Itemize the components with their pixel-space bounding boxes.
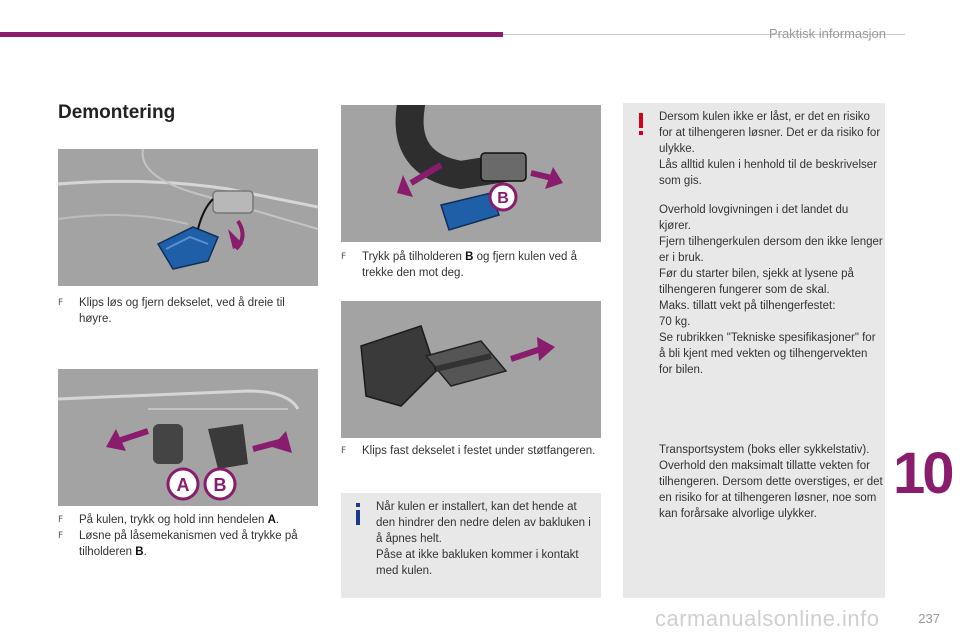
- warning-paragraph: Dersom kulen ikke er låst, er det en risiko for at tilhengeren løsner. Det er da risiko for ulykke.: [659, 111, 881, 155]
- figure-refit-cover: [341, 301, 601, 438]
- info-box: [341, 493, 601, 598]
- bullet-icon: F: [58, 515, 64, 525]
- refit-cover-illustration: [341, 301, 601, 438]
- step-press-holder: [341, 249, 601, 281]
- warning-paragraph: 70 kg.: [659, 316, 691, 328]
- figure-lever-holder: [58, 369, 318, 506]
- warning-group-lock: [659, 109, 883, 189]
- warning-icon: [639, 113, 643, 135]
- label-b: B: [497, 190, 509, 207]
- page-title: Demontering: [58, 102, 176, 123]
- warning-paragraph: Fjern tilhengerkulen dersom den ikke lenger er i bruk.: [659, 236, 883, 264]
- label-b: B: [213, 475, 227, 495]
- warning-group-rules: [659, 202, 883, 378]
- step-text: Trykk på tilholderen B og fjern kulen ved å trekke den mot deg.: [362, 251, 578, 279]
- step-press-lever: [58, 512, 320, 528]
- warning-paragraph: Transportsystem (boks eller sykkelstativ).: [659, 444, 870, 456]
- warning-group-transport: [659, 442, 883, 522]
- warning-paragraph: Maks. tillatt vekt på tilhengerfestet:: [659, 300, 836, 312]
- step-clip-cover: [341, 443, 601, 459]
- info-line: Når kulen er installert, kan det hende at den hindrer den nedre delen av bakluken i å åpnes helt.: [376, 501, 591, 545]
- bullet-icon: F: [341, 446, 347, 456]
- info-text: [376, 499, 596, 579]
- cover-removal-illustration: [58, 149, 318, 286]
- lever-part: [153, 424, 183, 464]
- info-icon: [356, 503, 360, 525]
- label-a: A: [176, 475, 190, 495]
- lever-holder-illustration: [58, 369, 318, 506]
- step-text: Klips løs og fjern dekselet, ved å dreie til høyre.: [79, 297, 285, 325]
- page-number: 237: [918, 611, 940, 626]
- watermark: carmanualsonline.info: [655, 606, 880, 631]
- remove-ball-illustration: [341, 105, 601, 242]
- bullet-icon: F: [58, 298, 64, 308]
- bullet-icon: F: [58, 531, 64, 541]
- warning-paragraph: Overhold den maksimalt tillatte vekten for tilhengeren. Dersom dette overstiges, er det en risiko for at tilhengeren løsner, noe som kan forårsake alvorlige ulykker.: [659, 460, 883, 520]
- warning-paragraph: Lås alltid kulen i henhold til de beskrivelser som gis.: [659, 159, 877, 187]
- step-text: Klips fast dekselet i festet under støtfangeren.: [362, 445, 596, 457]
- step-unclip-cover: [58, 295, 316, 327]
- info-line: Påse at ikke bakluken kommer i kontakt med kulen.: [376, 549, 579, 577]
- warning-paragraph: Se rubrikken "Tekniske spesifikasjoner" for å bli kjent med vekten og tilhengervekten for bilen.: [659, 332, 876, 376]
- chapter-number: 10: [893, 441, 952, 506]
- warning-paragraph: Overhold lovgivningen i det landet du kjører.: [659, 204, 849, 232]
- figure-cover-removal: [58, 149, 318, 286]
- warning-box: [623, 103, 885, 598]
- step-release-lock: [58, 528, 320, 560]
- section-label: Praktisk informasjon: [768, 26, 886, 41]
- figure-remove-ball: [341, 105, 601, 242]
- step-text: Løsne på låsemekanismen ved å trykke på tilholderen B.: [79, 530, 298, 558]
- bullet-icon: F: [341, 252, 347, 262]
- header-accent-bar: [0, 32, 503, 37]
- warning-paragraph: Før du starter bilen, sjekk at lysene på tilhengeren fungerer som de skal.: [659, 268, 854, 296]
- step-text: På kulen, trykk og hold inn hendelen A.: [79, 514, 280, 526]
